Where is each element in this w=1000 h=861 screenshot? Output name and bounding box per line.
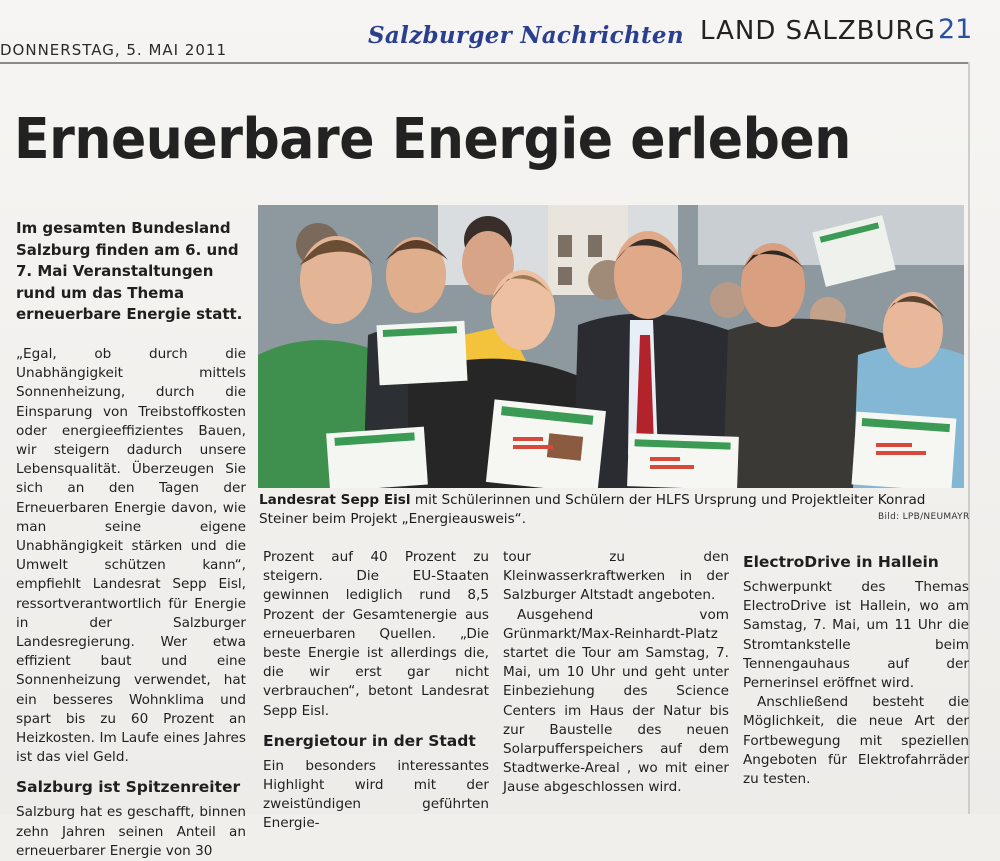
- page-number: 21: [938, 14, 973, 45]
- subheading: Energietour in der Stadt: [263, 731, 476, 750]
- header-rule: [0, 62, 970, 64]
- group-photo-illustration: [258, 205, 964, 488]
- paragraph: Schwerpunkt des Themas ElectroDrive ist Hallein, wo am Samstag, 7. Mai, um 11 Uhr die Stromtankstelle beim Tennengauhaus auf der Pernerinsel eröffnet wird.: [743, 579, 969, 692]
- subheading: Salzburg ist Spitzenreiter: [16, 778, 241, 797]
- subheading: ElectroDrive in Hallein: [743, 553, 939, 571]
- issue-date: DONNERSTAG, 5. MAI 2011: [0, 41, 228, 59]
- article-photo: [258, 205, 964, 488]
- paragraph: Ein besonders interessantes Highlight wird mit der zweistündigen geführten Energie-: [263, 757, 489, 832]
- column-1: [16, 345, 246, 861]
- paragraph: Salzburg hat es geschafft, binnen zehn Jahren seinen Anteil an erneuerbarer Energie von 30: [16, 804, 246, 859]
- paragraph: Ausgehend vom Grünmarkt/Max-Reinhardt-Platz startet die Tour am Samstag, 7. Mai, um 10 Uhr und geht unter Einbeziehung des Science Centers im Haus der Natur bis zur Baustelle des neuen Solarpufferspeichers auf dem Stadtwerke-Areal , wo mit einer Jause abgeschlossen wird.: [503, 606, 729, 796]
- column-4: [743, 552, 969, 789]
- section-title: LAND SALZBURG: [700, 16, 936, 46]
- caption-name: Landesrat Sepp Eisl: [259, 492, 411, 508]
- paragraph: tour zu den Kleinwasserkraftwerken in der Salzburger Altstadt angeboten.: [503, 549, 729, 604]
- article-lead: Im gesamten Bundesland Salzburg finden am 6. und 7. Mai Veranstaltungen rund um das Thema erneuerbare Energie statt.: [16, 219, 243, 323]
- paragraph: Prozent auf 40 Prozent zu steigern. Die EU-Staaten gewinnen lediglich rund 8,5 Prozent der Gesamtenergie aus erneuerbaren Quellen. „Die beste Energie ist allerdings die, die wir erst gar nicht verbrauchen“, betont Landesrat Sepp Eisl.: [263, 549, 489, 719]
- photo-caption: [259, 491, 965, 529]
- column-3: [503, 548, 729, 798]
- caption-text: mit Schülerinnen und Schülern der HLFS Ursprung und Projektleiter Konrad Steiner beim Projekt „Energieausweis“.: [259, 492, 926, 527]
- newspaper-logo: Salzburger Nachrichten: [368, 22, 684, 49]
- photo-credit: Bild: LPB/NEUMAYR: [878, 512, 970, 522]
- article-headline: Erneuerbare Energie erleben: [14, 107, 851, 172]
- paragraph: Anschließend besteht die Möglichkeit, die neue Art der Fortbewegung mit speziellen Angeboten für Elektrofahrräder zu testen.: [743, 694, 969, 788]
- column-2: [263, 548, 489, 834]
- paragraph: „Egal, ob durch die Unabhängigkeit mittels Sonnenheizung, durch die Einsparung von Treibstoffkosten oder energieeffizientes Bauen, wir steigern dadurch unsere Lebensqualität. Überzeugen Sie sich an den Tagen der Erneuerbaren Energie davon, wie man seine eigene Unabhängigkeit stärken und die Umwelt schützen kann“, empfiehlt Landesrat Sepp Eisl, ressortverantwortlich für Energie in der Salzburger Landesregierung. Wer etwa effizient baut und eine Sonnenheizung verwendet, hat ein besseres Wohnklima und spart bis zu 60 Prozent an Heizkosten. Im Laufe eines Jahres ist das viel Geld.: [16, 346, 246, 766]
